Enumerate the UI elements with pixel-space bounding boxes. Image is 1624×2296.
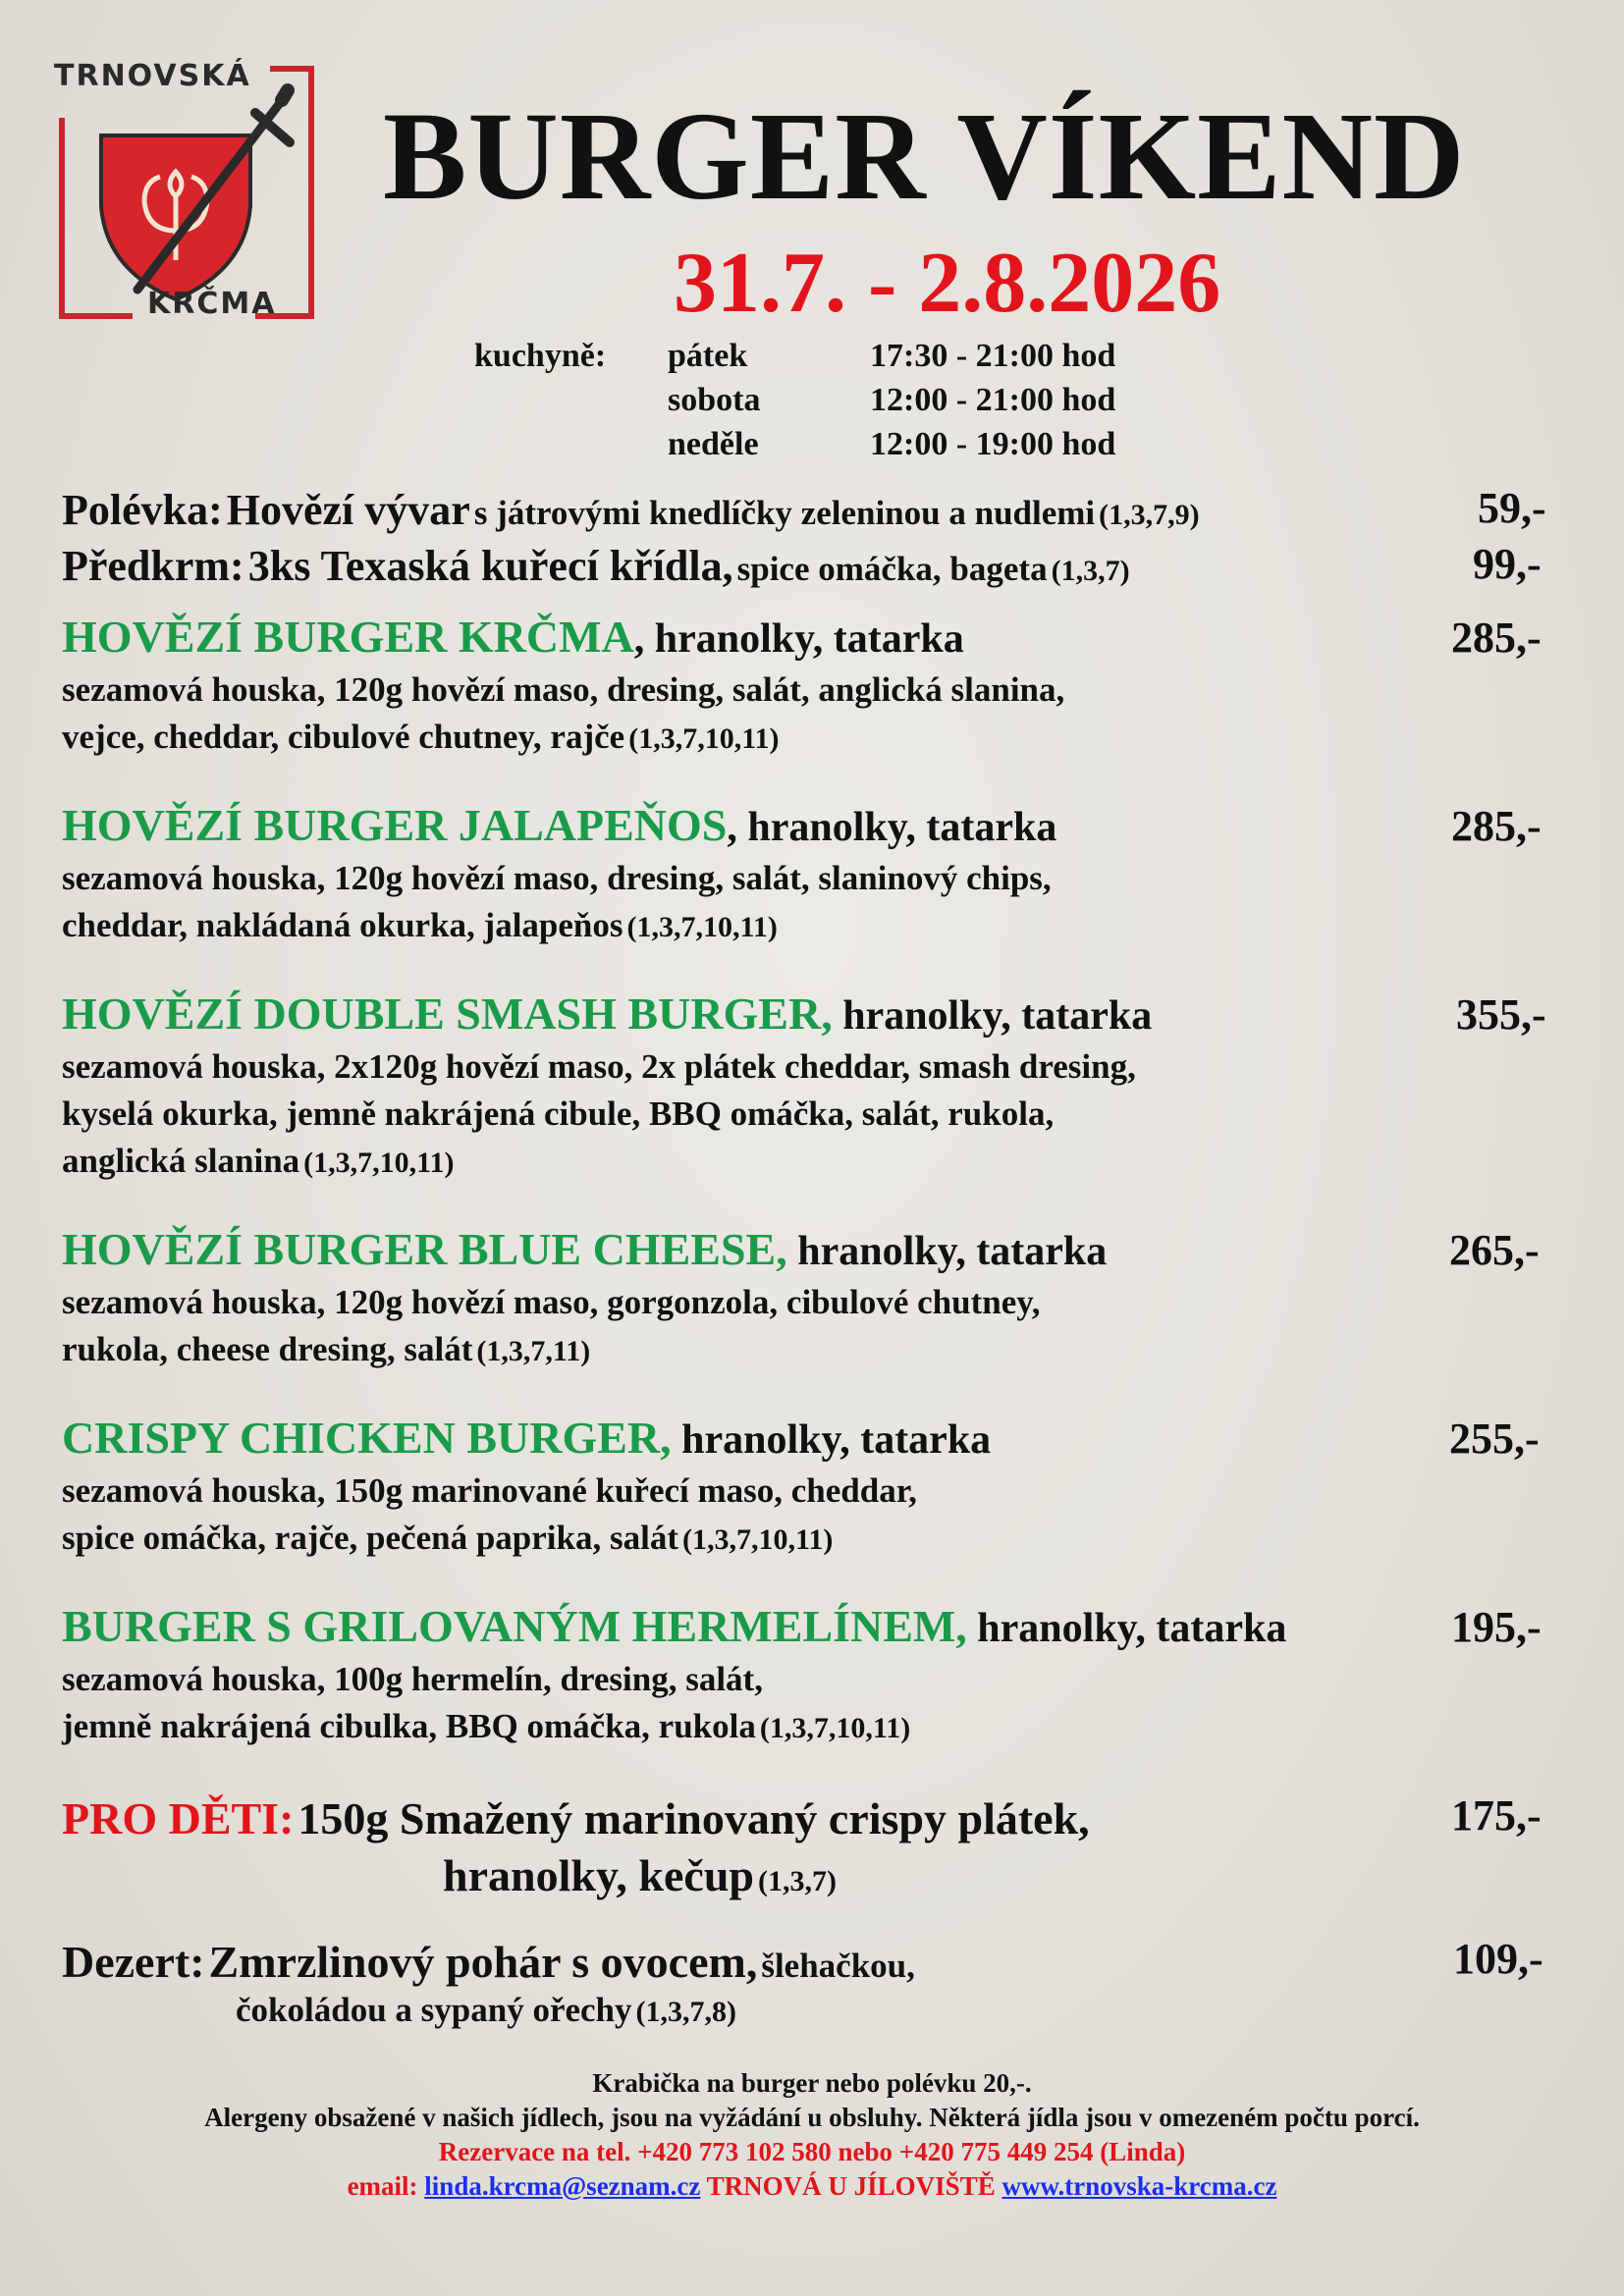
burger-price: 265,- [1449,1226,1540,1274]
starter-name: 3ks Texaská kuřecí křídla, [247,542,733,590]
burger-name: HOVĚZÍ DOUBLE SMASH BURGER, [62,988,833,1039]
restaurant-logo [54,59,319,329]
starter-desc: spice omáčka, bageta [736,550,1048,588]
hours-time: 12:00 - 19:00 hod [870,426,1116,462]
burger-side: hranolky, tatarka [966,1606,1287,1651]
burger-desc-line: cheddar, nakládaná okurka, jalapeňos (1,3,7,10,11) [62,906,778,944]
burger-desc-line: jemně nakrájená cibulka, BBQ omáčka, rukola (1,3,7,10,11) [62,1707,911,1745]
burger-price: 195,- [1451,1603,1542,1651]
kids-price: 175,- [1451,1791,1542,1840]
burger-desc-line: sezamová houska, 120g hovězí maso, dresing, salát, anglická slanina, [62,670,1065,709]
burger-desc-line: vejce, cheddar, cibulové chutney, rajče (1,3,7,10,11) [62,718,780,756]
starter-item [62,541,1130,591]
kids-label: PRO DĚTI: [62,1793,295,1843]
soup-desc: s játrovými knedlíčky zeleninou a nudlemi [473,494,1096,532]
burger-name: HOVĚZÍ BURGER JALAPEŇOS [62,800,728,850]
burger-desc-line: sezamová houska, 2x120g hovězí maso, 2x plátek cheddar, smash dresing, [62,1047,1136,1086]
kids-item [62,1792,1090,1844]
burger-price: 285,- [1451,614,1542,662]
burger-name: CRISPY CHICKEN BURGER, [62,1413,672,1463]
menu-item-burger [62,1224,1108,1275]
burger-name: HOVĚZÍ BURGER KRČMA [62,612,634,662]
contact-line [0,2173,1624,2200]
dessert-price: 109,- [1453,1935,1543,1983]
allergens: (1,3,7,9) [1099,499,1200,531]
soup-label: Polévka: [62,486,223,534]
event-dates: 31.7. - 2.8.2026 [674,236,1221,331]
allergens: (1,3,7,10,11) [681,1523,834,1556]
burger-name: BURGER S GRILOVANÝM HERMELÍNEM, [62,1601,967,1651]
burger-price: 285,- [1451,802,1542,850]
menu-item-burger [62,1601,1287,1652]
dessert-item [62,1936,915,1988]
burger-side: hranolky, tatarka [671,1417,992,1463]
kids-line: 150g Smažený marinovaný crispy plátek, [298,1793,1090,1843]
allergen-note: Alergeny obsažené v našich jídlech, jsou na vyžádání u obsluhy. Některá jídla jsou v omezeném počtu porcí. [204,2103,1420,2132]
menu-item-burger [62,614,964,663]
burger-desc-line: sezamová houska, 120g hovězí maso, dresing, salát, slaninový chips, [62,859,1052,897]
burger-desc-line: sezamová houska, 150g marinované kuřecí maso, cheddar, [62,1471,917,1510]
soup-price: 59,- [1478,484,1546,532]
burger-desc-line: rukola, cheese dresing, salát (1,3,7,11) [62,1330,591,1368]
hours-day: sobota [668,382,761,418]
page-title: BURGER VÍKEND [383,86,1466,226]
hours-day: neděle [668,426,759,462]
menu-item-burger [62,800,1057,851]
logo-top-text: TRNOVSKÁ [54,59,251,93]
starter-label: Předkrm: [62,542,244,590]
burger-desc-line: spice omáčka, rajče, pečená paprika, salát (1,3,7,10,11) [62,1519,834,1557]
logo-bottom-text: KRČMA [147,287,277,321]
website-link[interactable]: www.trnovska-krcma.cz [1001,2171,1277,2201]
allergens: (1,3,7,11) [476,1335,591,1367]
dessert-desc: šlehačkou, [761,1947,915,1985]
burger-desc-line: sezamová houska, 120g hovězí maso, gorgonzola, cibulové chutney, [62,1283,1041,1321]
menu-item-burger [62,988,1153,1040]
allergens: (1,3,7,10,11) [759,1712,911,1744]
dessert-name: Zmrzlinový pohár s ovocem, [208,1937,758,1987]
soup-item [62,485,1200,535]
allergens: (1,3,7,10,11) [303,1147,455,1179]
burger-desc-line: kyselá okurka, jemně nakrájená cibule, BBQ omáčka, salát, rukola, [62,1095,1055,1133]
allergens: (1,3,7) [758,1865,837,1897]
allergens: (1,3,7,8) [635,1996,737,2028]
burger-price: 355,- [1456,990,1546,1039]
burger-name: HOVĚZÍ BURGER BLUE CHEESE, [62,1224,787,1274]
starter-price: 99,- [1473,540,1542,588]
kitchen-label: kuchyně: [474,338,607,374]
burger-price: 255,- [1449,1415,1540,1463]
place-name: TRNOVÁ U JÍLOVIŠTĚ [706,2171,996,2201]
email-link[interactable]: linda.krcma@seznam.cz [424,2171,701,2201]
burger-side: hranolky, tatarka [786,1229,1108,1274]
burger-side: hranolky, tatarka [832,993,1153,1039]
menu-item-burger [62,1415,991,1464]
burger-side: , hranolky, tatarka [633,616,964,662]
soup-name: Hovězí vývar [226,486,470,534]
dessert-line-2: čokoládou a sypaný ořechy (1,3,7,8) [236,1991,737,2029]
allergens: (1,3,7,10,11) [628,722,780,755]
hours-time: 12:00 - 21:00 hod [870,382,1116,418]
burger-desc-line: anglická slanina (1,3,7,10,11) [62,1142,455,1180]
dessert-label: Dezert: [62,1937,205,1987]
email-label: email: [347,2171,418,2201]
burger-desc-line: sezamová houska, 100g hermelín, dresing, salát, [62,1660,763,1698]
reservation-note: Rezervace na tel. +420 773 102 580 nebo +420 775 449 254 (Linda) [438,2137,1186,2166]
burger-side: , hranolky, tatarka [727,805,1057,850]
allergens: (1,3,7) [1051,555,1130,587]
kids-line-2: hranolky, kečup (1,3,7) [443,1850,837,1900]
hours-day: pátek [668,338,748,374]
box-note: Krabička na burger nebo polévku 20,-. [592,2068,1032,2098]
hours-time: 17:30 - 21:00 hod [870,338,1116,374]
allergens: (1,3,7,10,11) [626,911,778,943]
